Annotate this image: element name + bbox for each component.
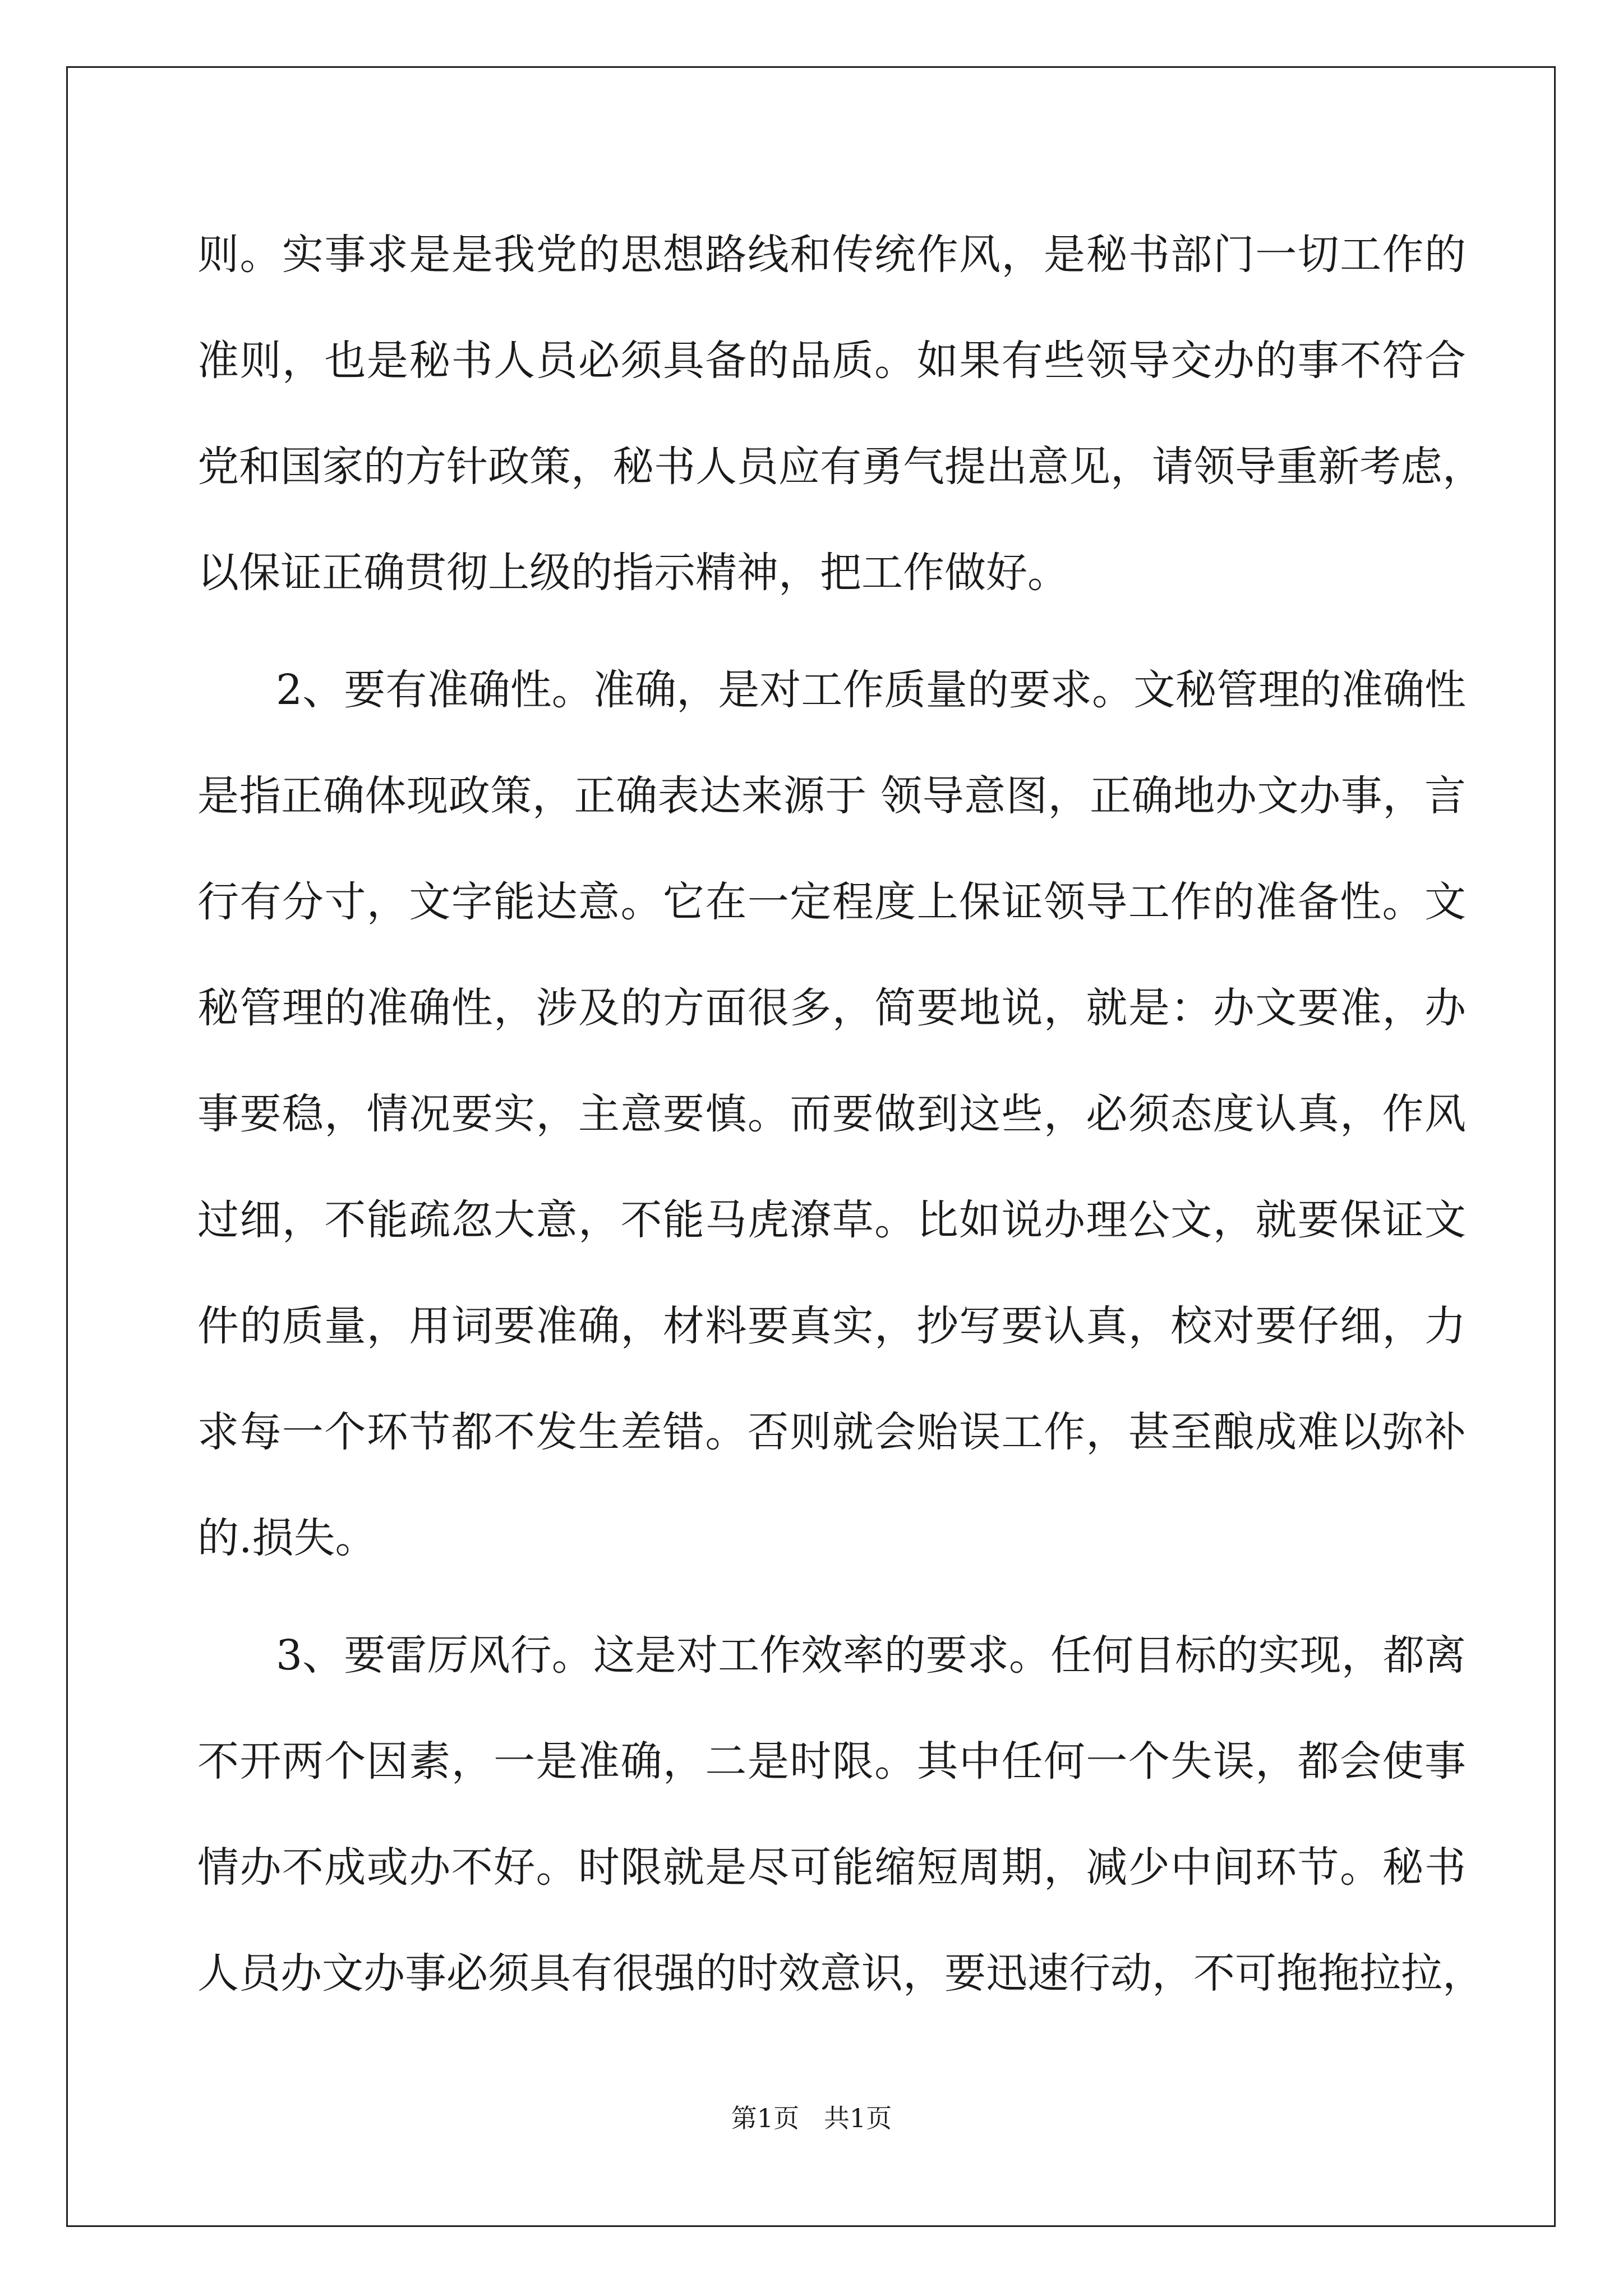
text-line: 准则，也是秘书人员必须具备的品质。如果有些领导交办的事不符合 bbox=[197, 337, 1466, 385]
text-line: 秘管理的准确性，涉及的方面很多，简要地说，就是：办文要准，办 bbox=[197, 984, 1466, 1032]
text-line: 3、要雷厉风行。这是对工作效率的要求。任何目标的实现，都离 bbox=[276, 1631, 1466, 1680]
text-line: 的.损失。 bbox=[197, 1514, 377, 1562]
text-line: 以保证正确贯彻上级的指示精神，把工作做好。 bbox=[197, 549, 1069, 597]
text-line: 行有分寸，文字能达意。它在一定程度上保证领导工作的准备性。文 bbox=[197, 878, 1466, 926]
text-line: 情办不成或办不好。时限就是尽可能缩短周期，减少中间环节。秘书 bbox=[197, 1843, 1466, 1892]
page-footer: 第1页 共1页 bbox=[731, 2103, 892, 2133]
document-body bbox=[197, 202, 1484, 2027]
text-line: 人员办文办事必须具有很强的时效意识，要迅速行动，不可拖拖拉拉， bbox=[197, 1949, 1484, 1998]
text-line: 2、要有准确性。准确，是对工作质量的要求。文秘管理的准确性 bbox=[276, 666, 1466, 714]
text-line: 不开两个因素，一是准确，二是时限。其中任何一个失误，都会使事 bbox=[197, 1737, 1466, 1786]
text-line: 则。实事求是是我党的思想路线和传统作风，是秘书部门一切工作的 bbox=[197, 231, 1466, 279]
text-line: 是指正确体现政策，正确表达来源于 领导意图，正确地办文办事，言 bbox=[197, 772, 1466, 820]
text-line: 党和国家的方针政策，秘书人员应有勇气提出意见，请领导重新考虑， bbox=[197, 443, 1484, 491]
text-line: 件的质量，用词要准确，材料要真实，抄写要认真，校对要仔细，力 bbox=[197, 1302, 1466, 1350]
paragraph-1 bbox=[197, 202, 1484, 626]
paragraph-2 bbox=[197, 637, 1466, 1591]
text-line: 过细，不能疏忽大意，不能马虎潦草。比如说办理公文，就要保证文 bbox=[197, 1196, 1466, 1244]
text-line: 事要稳，情况要实，主意要慎。而要做到这些，必须态度认真，作风 bbox=[197, 1090, 1466, 1138]
paragraph-3 bbox=[197, 1603, 1484, 2027]
text-line: 求每一个环节都不发生差错。否则就会贻误工作，甚至酿成难以弥补 bbox=[197, 1408, 1466, 1456]
